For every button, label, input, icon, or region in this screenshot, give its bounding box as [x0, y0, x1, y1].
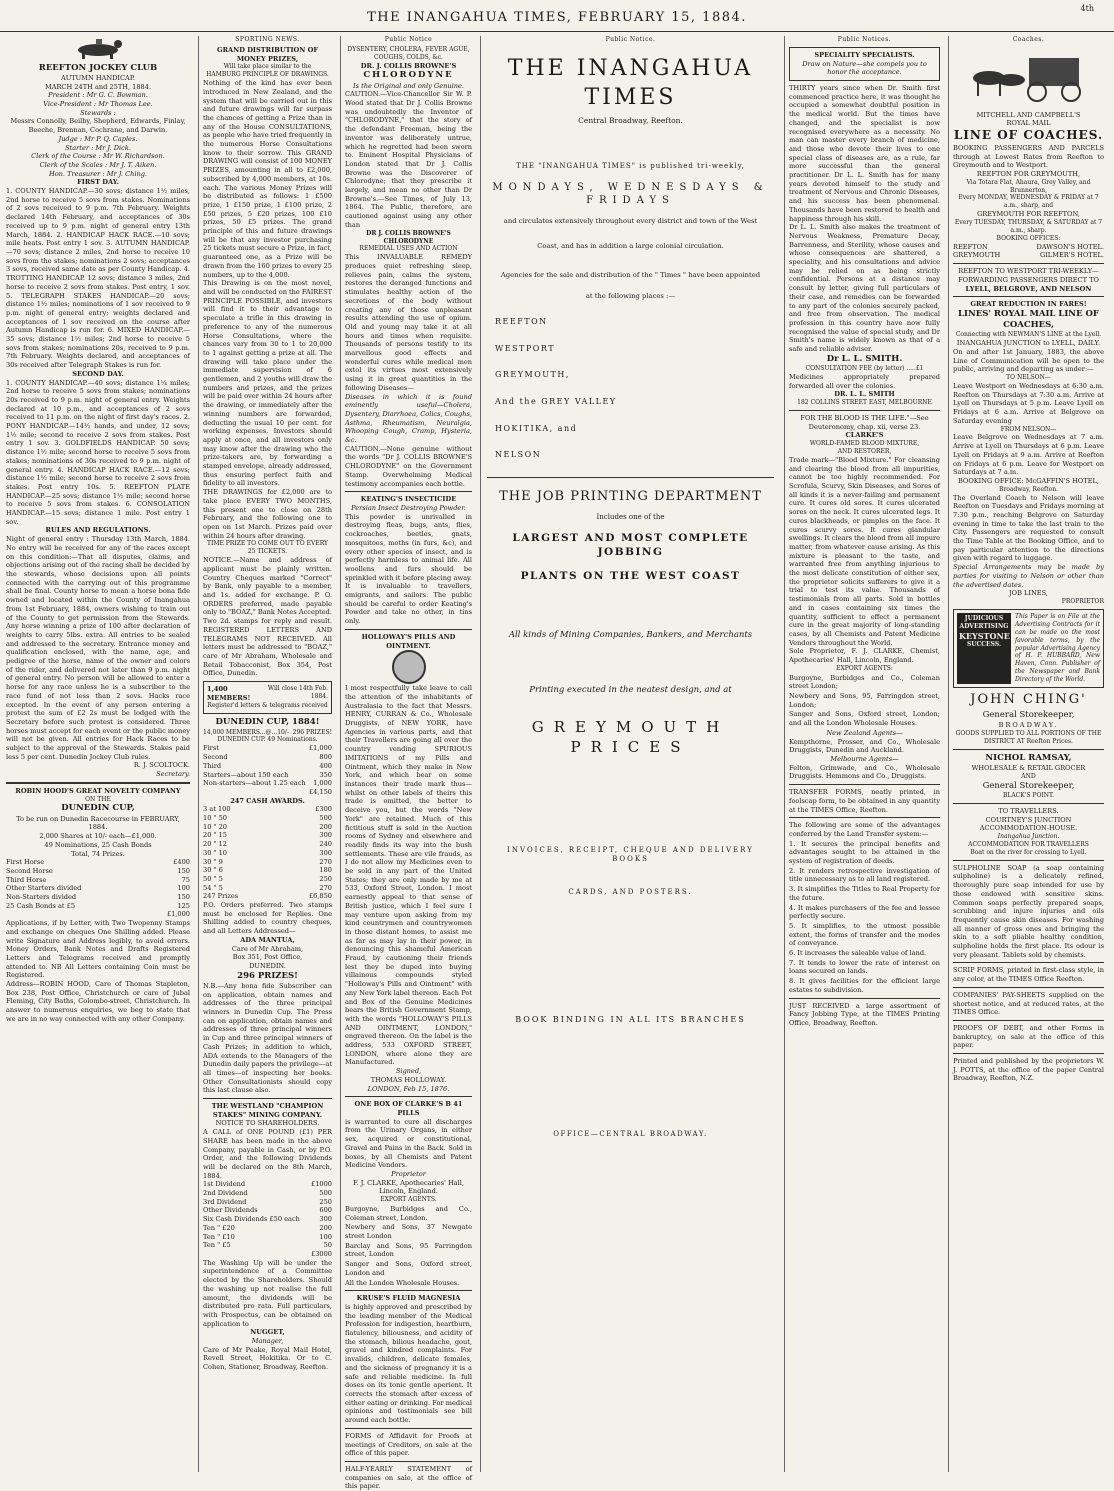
vice-president: Vice-President : Mr Thomas Lee. — [43, 100, 153, 109]
blood-mixture: WORLD-FAMED BLOOD MIXTURE, — [809, 440, 920, 448]
booking-passengers: BOOKING PASSENGERS AND PARCELS through at Lowest Rates from Reefton to Greymouth and to Westport. — [953, 143, 1104, 170]
book-binding: BOOK BINDING IN ALL ITS BRANCHES — [515, 1015, 746, 1025]
cash-award-row: 30 " 9 270 — [203, 857, 332, 866]
similar-to: Will take place similar to the — [223, 63, 312, 71]
advantage-item: 1. It secures the principal benefits and advantages sought to be attained in the system of registration of deeds. — [789, 839, 940, 866]
just-received: JUST RECEIVED a large assortment of Fancy Jobbing Type, at the TIMES Printing Office, Broadway, Reefton. — [789, 1001, 940, 1027]
scrip-forms: SCRIP FORMS, printed in first-class style, in any color, at the TIMES Office Reefton. — [953, 966, 1104, 984]
drawing-text-1: Nothing of the kind has ever been introduced in New Zealand, and the system that will be carried out in this and future drawings will far surpass the chances of getting a Prize than in any of the House CONSULTATIONS, as people who have tried frequently in the numerous Horse Consultations know to their sorrow. This GRAND DRAWING will consist of 100 MONEY PRIZES, amounting in all to £2,000, subscribed by 4,000 members, at 10s. each. The various Money Prizes will be distributed as follows: 1 £500 prize, 1 £150 prize, 1 £100 prize, 2 £50 prizes, 5 £20 prizes, 100 £10 prizes, 50 £5 prizes. The grand principle of this and future drawings will be that any investor purchasing 25 tickets must secure a Prize, in fact, guaranteed one, as a Prize will be drawn from the 160 prizes to every 25 numbers, up to the 4,000. — [203, 79, 332, 279]
export-agents-title: EXPORT AGENTS. — [380, 1196, 437, 1204]
mixture-proprietor: Sole Proprietor, F. J. CLARKE, Chemist, Apothecaries' Hall, Lincoln, England. — [789, 647, 940, 665]
robin-hood-nominations: 49 Nominations, 25 Cash Bonds — [44, 840, 152, 849]
will-close: Will close 14th Feb. 1884. — [267, 685, 328, 700]
register-note: Register'd letters & telegrams received — [207, 702, 328, 710]
boaz-notice: NOTICE.—Name and address of applicant must be plainly written. Country Cheques marked "Correct" by Bank, only payable to a member, and 1s. added for exchange. P. O. ORDERS preferred, made payable only to "BOAZ," Bank Notes Accepted. Two 2d. stamps for reply and result. REGISTERED LETTERS AND TELEGRAMS NOT RECEIVED. All letters must be addressed to "BOAZ," care of Mr Abraham, Wholesale and Retail Tobacconist, Box 354, Post Office, Dunedin. — [203, 556, 332, 678]
prize-row: Third Horse 75 — [6, 875, 190, 884]
second-day-heading: SECOND DAY. — [72, 369, 124, 378]
advantage-item: 4. It makes purchasers of the fee and lessee perfectly secure. — [789, 903, 940, 921]
job-printing-title: THE JOB PRINTING DEPARTMENT — [499, 488, 762, 504]
kruse-text: is highly approved and prescribed by the leading member of the Medical Profession for indigestion, heartburn, flatulency, biliousness, and acidity of the stomach, bilious headache, gout, gravel and kindred complaints. For invalids, children, delicate females, and the sickness of pregnancy it is a safe and reliable medicine. In full doses on its tonic gentle aperient. It corrects the stomach after excess of either eating or drinking. For medical opinions and testimonials see bill around each bottle. — [345, 1302, 472, 1425]
wholesale-grocer: WHOLESALE & RETAIL GROCER — [971, 764, 1086, 773]
booking-office-row: REEFTON DAWSON'S HOTEL. — [953, 242, 1104, 251]
dividend-row: 3rd Dividend 250 — [203, 1197, 332, 1206]
club-name: REEFTON JOCKEY CLUB — [38, 62, 158, 73]
invoices-books: INVOICES, RECEIPT, CHEQUE AND DELIVERY BOOKS — [507, 845, 754, 863]
advantages-list — [789, 840, 940, 995]
coach-illustration — [953, 46, 1104, 111]
caution-genuine: CAUTION.—None genuine without the words "Dr J. COLLIS BROWNE'S CHLORODYNE" on the Government Stamp. Overwhelming Medical testimony accompanies each bottle. — [345, 444, 472, 488]
sulpholine-soap: SULPHOLINE SOAP (a soap containing sulpholine) is a delicately refined, thoroughly pure soap intended for use by those endowed with sensitive skins. Common soaps perfectly prepared soaps, scrubbing and injure injuries and oils frequently cause skin diseases. For washing all manner of gross ones and bringing the skin to a soft pliable healthy condition, sulpholine holds the first place. Its odour is very pleasant. Tablets sold by chemists. — [953, 863, 1104, 959]
robin-hood-run: To be run on Dunedin Racecourse in FEBRUARY, 1884. — [16, 814, 180, 832]
speciality-sub: Draw on Nature—she compels you to honor the acceptance. — [802, 59, 927, 77]
remedy-text: This INVALUABLE REMEDY produces quiet refreshing sleep, relieves pain, calms the system, restores the deranged functions and stimulates healthy action of the secretions of the body without creating any of those unpleasant results attending the use of opium. Old and young may take it at all hours and times when requisite. Thousands of persons testify to its marvellous good effects and wonderful cures while medical men extol its virtues most extensively using it in great quantities in the following Diseases— — [345, 253, 472, 392]
transfer-forms: TRANSFER FORMS, neatly printed, in foolscap form, to be obtained in any quantity at the TIMES Office, Reefton. — [789, 788, 940, 814]
overland-coach: The Overland Coach to Nelson will leave Reefton on Tuesdays and Fridays morning at 7:30 p.m., reaching Belgrove on Saturday evening in time to take the last train to the City. Passengers are requested to consult the Time Table at the Booking Office, and to pay particular attention to the directions given with regard to luggage. — [953, 493, 1104, 563]
cup-prize-row: Third 400 — [203, 761, 332, 770]
masthead — [0, 0, 1114, 32]
places-lead: at the following places :— — [585, 292, 676, 301]
race-dates: MARCH 24TH and 25TH, 1884. — [44, 82, 152, 91]
holloway-date: LONDON, Feb 15, 1876. — [367, 1084, 450, 1093]
and-text: AND — [1021, 772, 1036, 780]
plants-west-coast: PLANTS ON THE WEST COAST — [520, 569, 741, 582]
westland-title: THE WESTLAND "CHAMPION STAKES" MINING COMPANY. — [211, 1102, 324, 1119]
prize-row: Non-Starters divided 150 — [6, 893, 190, 902]
col5-agent: Burgoyne, Burbidges and Co., Coleman street London; — [789, 673, 940, 691]
connecting: Connecting with NEWMAN'S LINE at the Lyell. — [955, 331, 1102, 339]
booking-offices-list — [953, 243, 1104, 260]
blood-is-life: FOR THE BLOOD IS THE LIFE."—See Deuteronomy, chap. xii, verse 23. — [800, 413, 929, 431]
prizes-296: 296 PRIZES! — [237, 970, 298, 981]
courtneys-junction: COURTNEY'S JUNCTION ACCOMMODATION-HOUSE. — [979, 815, 1078, 833]
robin-hood-total: Total, 74 Prizes. — [71, 849, 125, 858]
cash-award-row: 3 at 100 £300 — [203, 805, 332, 814]
advantage-item: 2. It renders retrospective investigation of title unnecessary as to all land registered. — [789, 866, 940, 884]
times-address: Central Broadway, Reefton. — [578, 115, 683, 125]
advantage-item: 3. It simplifies the Titles to Real Property for the future. — [789, 885, 940, 902]
booking-office-row: GREYMOUTH GILMER'S HOTEL. — [953, 251, 1104, 260]
boat-on-river: Boat on the river for crossing to Lyell. — [970, 848, 1087, 856]
agency-place: REEFTON — [495, 317, 548, 327]
booking-offices-title: BOOKING OFFICES: — [996, 234, 1061, 242]
job-lines: JOB LINES, — [1009, 589, 1048, 598]
robin-hood-on: ON THE — [85, 795, 111, 803]
prize-row: 25 Cash Bonds at £5 125 — [6, 901, 190, 910]
clerk-course: Clerk of the Course : Mr W. Richardson. — [31, 152, 165, 161]
dividend-row: 2nd Dividend 500 — [203, 1189, 332, 1198]
washing-text: The Washing Up will be under the superintendence of a Committee elected by the Shareholders. Should the washing up not realise the full amount, the dividends will be distributed pro rata. Full particulars, with Prospectus, can be obtained on application to — [203, 1258, 332, 1328]
prize-row: Second Horse 150 — [6, 866, 190, 875]
robin-hood-prize-total: £1,000 — [166, 910, 190, 919]
agency-place: HOKITIKA, and — [495, 423, 578, 433]
printed-published: Printed and published by the proprietors W. J. POTTS, at the office of the paper Central Broadway, Reefton, N.Z. — [953, 1057, 1104, 1083]
dr-smith-2: DR. L. L. SMITH — [834, 390, 895, 399]
col4-header: Public Notice. — [605, 36, 656, 43]
holloway-signed: Signed, — [395, 1067, 422, 1076]
booking-broadway: Broadway, Reefton. — [998, 485, 1059, 493]
holloway-text: I most respectfully take leave to call the attention of the inhabitants of Australasia to the fact that Messrs. HENRY, CURRAN & Co., Wholesale Druggists, of NEW YORK, have Agencies in various parts, and that their Travellers are going all over the country vending SPURIOUS IMITATIONS of my Pills and Ointment, which they make in New York, and which bear on some instances their trade mark thus—whilst on other labels of theirs this trade is omitted, the better to deceive you, but the words "New York" are retained. Much of this fictitious stuff is sold in the Auction rooms of Sydney and elsewhere and readily finds its way into the bush settlements. These are vile frauds, as I do not allow my Medicines even to be sold in any part of the United States; they are only made by me at 533, Oxford Street, London. I most earnestly appeal to that sense of British justice, which I feel sure I may venture upon asking from my kind countrymen and countrywomen in those distant homes, to assist me as far as may lay in their power, in denouncing this shameful American Fraud, by cautioning their friends lest they be duped into buying villainous compounds styled "Holloway's Pills and Ointment" with any New York label thereon. Each Pot and Box of the Genuine Medicines bears the British Government Stamp, with the words "HOLLOWAY'S PILLS AND OINTMENT, LONDON," engraved thereon. On the label is the address, 533 OXFORD STREET, LONDON, where alone they are Manufactured. — [345, 684, 472, 1067]
forms-affidavit: FORMS of Affidavit for Proofs at meetings of Creditors, on sale at the office of this paper. — [345, 1431, 472, 1458]
clerk-scales: Clerk of the Scales : Mr J. T. Aiken. — [39, 160, 157, 169]
advantage-item: 6. It increases the saleable value of land. — [789, 949, 927, 958]
junction-lyell: INANGAHUA JUNCTION to LYELL, DAILY. — [956, 339, 1101, 348]
agencies-text: Agencies for the sale and distribution of the " Times " have been appointed — [500, 271, 761, 280]
success: SUCCESS. — [966, 641, 1002, 649]
on-and-after: On and after 1st January, 1883, the above Line of Communication will be open to the public, arriving and departing as under:— — [953, 347, 1104, 374]
consultation-fee: CONSULTATION FEE (by letter) .....£1 — [805, 365, 924, 373]
dr-smith: Dr L. L. SMITH. — [826, 353, 903, 364]
col5-agents-list — [789, 674, 940, 728]
cash-award-row: 20 " 12 240 — [203, 840, 332, 849]
money-prizes-title: MONEY PRIZES, — [236, 54, 299, 63]
line-of-coaches: LINE OF COACHES. — [953, 128, 1104, 143]
reefton-westport: REEFTON TO WESTPORT TRI-WEEKLY—FORWARDING PASSENGERS DIRECT TO — [958, 267, 1099, 284]
melbourne-agents: Felton, Grimwade, and Co., Wholesale Druggists. Hemmons and Co., Druggists. — [789, 763, 940, 781]
prize-row: Other Starters divided 100 — [6, 884, 190, 893]
prize-row: First Horse £400 — [6, 858, 190, 867]
keating-sub: Persian Insect Destroying Powder. — [351, 504, 466, 512]
robin-hood-address: Address—ROBIN HOOD, Care of Thomas Stapleton, Box 238, Post Office, Christchurch or care of Jubal Fleming, City Baths, Colombo-street, Christchurch. In answer to numerous enquiries, we beg to state that we are in no way connected with any other Company. — [6, 980, 190, 1023]
speciality-box — [789, 47, 940, 81]
advantages-intro: The following are some of the advantages conferred by the Land Transfer system:— — [789, 821, 940, 838]
agency-places — [487, 317, 774, 460]
col6-header: Coaches. — [1012, 36, 1045, 43]
advertising-box — [953, 609, 1104, 688]
kinds-of-work: All kinds of Mining Companies, Bankers, and Merchants — [508, 629, 753, 640]
ada-care: Care of Mr Abraham, — [231, 944, 304, 953]
judge: Judge : Mr P. Q. Caples. — [58, 134, 138, 143]
onebox-text: is warranted to cure all discharges from the Urinary Organs, in either sex, acquired or constitutional, Gravel and Pains in the Back. Sold in boxes, by all Chemists and Patent Medicine Vendors. — [345, 1117, 472, 1170]
col5-agent: Newbery and Sons, 95, Farringdon street, London; — [789, 692, 940, 709]
dividends-table — [203, 1180, 332, 1250]
ada-box: Box 351, Post Office, — [232, 953, 303, 962]
masthead-title: THE INANGAHUA TIMES, FEBRUARY 15, 1884. — [367, 10, 747, 25]
speciality-text-2: Dr L. L. Smith also makes the treatment of Nervous Weakness, Premature Decay, Barrenness, and Sterility, whose causes and whose consequences are shattered, a speciality, and his consultations and advice may be relied on as being strictly confidential. Persons at a distance may consult by letter, giving full particulars of their case, and remedies can be forwarded to any part of the colonies securely packed, and free from observation. The medical profession in this country have now fully recognised the value of special study, and Dr Smith's name is widely known as that of a safe and reliable adviser. — [789, 223, 940, 354]
publication-days: MONDAYS, WEDNESDAYS & FRIDAYS — [492, 182, 769, 207]
cash-awards-table — [203, 805, 332, 892]
advantage-item: 8. It gives facilities for the efficient large estates to subdivision. — [789, 977, 940, 994]
column-1 — [6, 36, 194, 1472]
cup-prize-row: Non-starters—about 1.25 each 1,000 — [203, 779, 332, 788]
every-monday: Every MONDAY, WEDNESDAY & FRIDAY at 7 a.m., sharp, and — [958, 194, 1099, 210]
robin-hood-shares: 2,000 Shares at 10/- each—£1,000. — [39, 832, 157, 841]
accommodation: ACCOMMODATION FOR TRAVELLERS — [968, 840, 1089, 848]
treasurer: Hon. Treasurer : Mr J. Ching. — [48, 169, 148, 178]
inangahua-junction: Inangahua Junction. — [997, 832, 1060, 840]
drawing-text-3: THE DRAWINGS for £2,000 are to take place EVERY TWO MONTHS, this present one to close on 28th February, and the following one to open on 1st March. Prizes paid over within 24 hours after drawing. — [203, 488, 332, 540]
coast-text: Coast, and has in addition a large colonial circulation. — [537, 242, 724, 251]
cup-prize-table — [203, 744, 332, 788]
proofs-of-debt: PROOFS OF DEBT, and other Forms in bankruptcy, on sale at the office of this paper. — [953, 1023, 1104, 1050]
dividend-row: Ten " £10 100 — [203, 1232, 332, 1241]
col5-header: Public Notices. — [837, 36, 892, 43]
sporting-news-header: SPORTING NEWS. — [235, 36, 300, 43]
advantage-item: 5. It simplifies, to the utmost possible extent, the forms of transfer and the modes of conveyance. — [789, 921, 940, 948]
dividend-row: 1st Dividend £1000 — [203, 1180, 332, 1189]
agency-place: NELSON — [495, 450, 542, 460]
column-4 — [480, 36, 780, 1472]
nugget: NUGGET, — [250, 1328, 285, 1337]
cash-award-row: 30 " 6 180 — [203, 866, 332, 875]
keystone: KEYSTONE — [959, 630, 1010, 641]
cash-total-label: 247 Prizes — [203, 892, 239, 901]
greymouth-prices: GREYMOUTH PRICES — [531, 718, 730, 756]
cup-prize-row: Starters—about 150 each 350 — [203, 770, 332, 779]
great-reduction: GREAT REDUCTION IN FARES! — [970, 300, 1087, 309]
members-line: 14,000 MEMBERS...@...10/- — [203, 728, 289, 736]
export-agent: Burgoyne, Burbidges and Co., Coleman street, London. — [345, 1204, 472, 1222]
thomas-holloway: THOMAS HOLLOWAY. — [370, 1075, 447, 1084]
cash-total: £6,850 — [308, 892, 332, 901]
dunedin-cup-title: DUNEDIN CUP, 1884! — [215, 717, 320, 728]
nugget-manager: Manager, — [251, 1337, 284, 1346]
dividends-total: £3000 — [311, 1249, 332, 1258]
rules-text: Night of general entry : Thursday 13th March, 1884. No entry will be received for any of the races except on this condition:—That all disputes, claims, and objections arising out of the racing shall be decided by the stewards, whose decisions upon all points connected with the carrying out of this programme shall be final. County horse to mean a horse bona fide owned and located within the County of Inangahua from 1st February, 1884, owners wishing to train out of the County to get permission from the Stewards. Any horse winning a prize of 100 after declaration of weights to carry 5lbs. extra. All entries to be sealed and addressed to the secretary. Entrance money and qualification enclosed, with the name, age, and pedigree of the horse, name of the owner and colors of the rider, and delivered not later than 9 p.m. night of general entry. No person will be allowed to enter a horse for any race unless he is a subscriber to the race fund of not less than 2 sovs. Hacks race excepted. In the event of any person entering a protest the sum of £2 2s must be lodged with the Secretary before such protest is considered. Three horses must accept for each event or the public money will not be given. All entries for Hack Races to be subject to the approval of the Stewards. Stakes paid less 5 per cent. Dunedin Jockey Club rules. — [6, 535, 190, 761]
published-tri-weekly: THE "INANGAHUA TIMES" is published tri-weekly, — [516, 161, 745, 170]
printing-executed: Printing executed in the neatest design, and at — [529, 684, 732, 695]
kruse-title: KRUSE'S FLUID MAGNESIA — [356, 1294, 461, 1303]
times-title: THE INANGAHUA TIMES — [507, 55, 754, 110]
second-day-races: 1. COUNTY HANDICAP.—40 sovs; distance 1¼ miles; 2nd horse to receive 5 sovs from stakes; nominations 20s received to 9 p.m. night of general entry. Weights declared at 10 p.m., and acceptances of 2 sovs received to 11 p.m. on the night of first day's races. 2. PONY HANDICAP.—14½ hands, and under, 12 sovs; 1½ mile; second to receive 2 sovs from stakes. Post entry 1 sov. 3. GOLDFIELDS HANDICAP. 50 sovs; distance 1½ mile; second horse to receive 5 sovs from stakes; nominations of 30s received to 9 p.m. night of general entry. 4. HANDICAP HACK RACE.—12 sovs; distance 1½ mile; second horse to receive 2 sovs from stakes. Post entry 10s. 5. REEFTON PLATE HANDICAP.—25 sovs; distance 1½ mile; second horse to receive 5 sovs from stakes. 6. CONSOLATION HANDICAP.—15 sovs; distance 1 mile. Post entry 1 sov. — [6, 378, 190, 526]
cup-prize-row: Second 800 — [203, 753, 332, 762]
to-travellers: TO TRAVELLERS. — [998, 806, 1059, 815]
call-text: A CALL of ONE POUND (£1) PER SHARE has been made in the above Company, payable in Cash, or by P.O. Order, and the following Dividends will be declared on the 8th March, 1884. — [203, 1128, 332, 1180]
column-2 — [198, 36, 336, 1472]
broadway: BROADWAY. — [998, 721, 1059, 730]
paper-on-file: This Paper is on File at the Advertising Contracts for it can be made on the most favorable terms, by the popular Advertising Agency of H. P. HUBBARD, New Haven, Conn. Publisher of the Newspaper and Bank Directory of the World. — [1015, 612, 1100, 684]
reefton-greymouth: REEFTON FOR GREYMOUTH, — [976, 169, 1081, 178]
nz-agents-title: New Zealand Agents— — [826, 728, 903, 737]
restorer: AND RESTORER, — [837, 447, 892, 455]
members-count: 1,400 MEMBERS! — [207, 685, 251, 702]
col3-header: Public Notice — [384, 36, 433, 43]
advantage-item: 7. It tends to lower the rate of interest on loans secured on lands. — [789, 958, 940, 976]
time-prize: TIME PRIZE TO COME OUT TO EVERY 25 TICKETS. — [206, 540, 329, 556]
cup-prize-row: First £1,000 — [203, 744, 332, 753]
nichol-ramsay: NICHOL RAMSAY, — [985, 752, 1072, 763]
from-nelson-times: Leave Belgrove on Wednesdays at 7 a.m. Arrive at Lyell on Thursdays at 6 p.m. Leave Lyell on Fridays at 9 a.m. Arrive at Reefton on Fridays at 6 p.m. Leave for Westport on Saturdays at 7 a.m. — [953, 433, 1104, 477]
collis-browne: DR. J. COLLIS BROWNE'S — [360, 61, 457, 70]
judicious-advertising: JUDICIOUS ADVERTISING — [959, 614, 1009, 630]
handicap-title: AUTUMN HANDICAP. — [60, 73, 136, 82]
first-day-heading: FIRST DAY. — [77, 178, 119, 187]
prizes-count: 296 PRIZES! — [292, 728, 332, 736]
export-agent: Sanger and Sons, Oxford street, London and — [345, 1260, 472, 1277]
first-day-races: 1. COUNTY HANDICAP.—30 sovs; distance 1½ miles, 2nd horse to receive 5 sovs from stakes. Nominations of 2 sovs received to 9 p.m. 7th February. Weights declared 14th February, and acceptances of 30s received up to 9 p.m. night of general entry 13th March, 1884. 2. HANDICAP HACK RACE.—10 sovs; mile heats. Post entry 1 sov. 3. AUTUMN HANDICAP.—70 sovs; distance 2 miles, 2nd horse to receive 10 sovs from the stakes; nominations 2 sovs; acceptances 3 sovs, received same date as per County Handicap. 4. TROTTING HANDICAP. 12 sovs; distance 3 miles, 2nd horse to receive 2 sovs from stakes. Post entry, 1 sov. 5. TELEGRAPH STAKES HANDICAP.—20 sovs; distance 1½ miles; nominations of 1 sov received to 9 p.m. night of general entry; weights declared and acceptances of 1 sov received on the course after Autumn Handicap is run for. 6. MIXED HANDICAP.—35 sovs; distance 1½ miles; 2nd horse to receive 5 sovs from stakes; nominations 20s, received to 9 p.m. 7th February. Weights declared, and acceptances of 30s received after Telegraph Stakes is run for. — [6, 187, 190, 370]
fj-clarke: F. J. CLARKE, Apothecaries' Hall, — [353, 1178, 464, 1187]
onebox-title: ONE BOX OF CLARKE'S B 41 PILLS — [354, 1100, 463, 1117]
column-6 — [948, 36, 1108, 1472]
cash-award-row: 10 " 20 200 — [203, 822, 332, 831]
nb-text: N.B.—Any bona fide Subscriber can on application, obtain names and addresses of the three principal winners in Dunedin Cup. The Press can on application, obtain names and addresses of three principal winners in Cup and three principal winners of Cash Prizes; in addition to which, ADA extends to the Managers of the Dunedin daily papers the privilege—at all times—of inspecting her books. Other Consultationists should copy this last clause also. — [203, 981, 332, 1095]
speciality-title: SPECIALITY SPECIALISTS. — [814, 50, 915, 59]
melbourne-agents-title: Melbourne Agents— — [830, 754, 899, 763]
cash-award-row: 54 " 5 270 — [203, 883, 332, 892]
blacks-point: BLACK'S POINT. — [1002, 791, 1055, 799]
col5-agent: Sanger and Sons, Oxford street, London; and all the London Wholesale Houses. — [789, 710, 940, 728]
cash-award-row: 30 " 10 300 — [203, 848, 332, 857]
dividend-row: Six Cash Dividends £50 each 300 — [203, 1215, 332, 1224]
stewards: Messrs Connolly, Beilby, Shepherd, Edwards, Finlay, Beeche, Brennan, Cochrane, and Darwin. — [10, 117, 186, 135]
half-yearly: HALF-YEARLY STATEMENT of companies on sale, at the office of this paper. — [345, 1464, 472, 1491]
onebox-proprietor: Proprietor — [391, 1169, 426, 1178]
secretary-name: R. J. SCOLTOCK. — [133, 761, 190, 770]
cup-total: £4,150 — [308, 787, 332, 796]
agency-place: GREYMOUTH, — [495, 370, 570, 380]
chlorodyne-caution: CAUTION.—Vice-Chancellor Sir W. P. Wood stated that Dr J. Collis Browne was undoubtedly the Inventor of "CHLORODYNE," that the story of the defendant Freeman, being the inventor was deliberately untrue, which he regretted had been sworn to. Eminent Hospital Physicians of London stated that Dr J. Collis Browne was the Discoverer of Chlorodyne; that they prescribe it largely, and mean no other than Dr Browne's.—See Times, of July 13, 1864. The Public, therefore, are cautioned against using any other than — [345, 90, 472, 229]
col5-export-title: EXPORT AGENTS: — [836, 664, 893, 672]
chlorodyne: CHLORODYNE — [363, 70, 454, 81]
royal-mail: ROYAL MAIL — [1006, 119, 1051, 128]
ada-mantua: ADA MANTUA, — [240, 935, 295, 944]
robin-hood-applications: Applications, if by Letter, with Two Twopenny Stamps and exchange on cheques One Shilling added. Please write Signature and Address legibly, to avoid errors. Money Orders, Bank Notes and Drafts Registered Letters and Telegrams received and promptly attended to. NB All Letters containing Coin must be Registered. — [6, 919, 190, 980]
keating-title: KEATING'S INSECTICIDE — [360, 495, 457, 504]
export-agent: Barclay and Sons, 95 Farringdon street, London — [345, 1241, 472, 1259]
po-orders: P.O. Orders preferred. Two stamps must be enclosed for Replies. One Shilling added to country cheques, and all Letters Addressed— — [203, 901, 332, 936]
export-agent: All the London Wholesale Houses. — [345, 1278, 460, 1287]
distribution-title: GRAND DISTRIBUTION OF — [216, 45, 319, 54]
lyell-belgrove-nelson: LYELL, BELGROVE, AND NELSON — [965, 284, 1092, 293]
column-3 — [340, 36, 476, 1491]
dunedin-cup-nominations: DUNEDIN CUP. 49 Nominations. — [217, 736, 318, 744]
largest-jobbing: LARGEST AND MOST COMPLETE JOBBING — [512, 532, 749, 558]
special-arrangements: Special Arrangements may be made by parties for visiting to Nelson or other than the advertised dates. — [953, 563, 1104, 589]
booking-office: BOOKING OFFICE: McGAFFIN'S HOTEL, — [957, 476, 1100, 485]
original-genuine: Is the Original and only Genuine. — [352, 81, 464, 90]
nz-agents: Kempthorne, Prosser, and Co., Wholesale Druggists, Dunedin and Auckland. — [789, 737, 940, 755]
export-agent: Newbery and Sons, 37 Newgate street London — [345, 1223, 472, 1241]
greymouth-reefton: GREYMOUTH FOR REEFTON, — [977, 210, 1080, 219]
column-5 — [784, 36, 944, 1472]
circulates-text: and circulates extensively throughout every district and town of the West — [503, 217, 758, 226]
secretary-title: Secretary. — [156, 770, 190, 779]
cash-award-row: 10 " 50 500 — [203, 814, 332, 823]
includes-text: Includes one of the — [596, 512, 665, 521]
dividend-row: Ten " £5 50 — [203, 1241, 332, 1250]
general-storekeeper: General Storekeeper, — [982, 710, 1075, 721]
ada-city: DUNEDIN. — [249, 961, 286, 970]
job-lines-proprietor: PROPRIETOR — [1061, 597, 1104, 605]
via-route: Via Totara Flat, Ahaura, Grey Valley, and Brunnerton, — [966, 178, 1091, 194]
from-nelson-title: FROM NELSON— — [1000, 425, 1057, 433]
drawing-text-2: This Drawing is on the most novel, and will be conducted on the FAIREST PRINCIPLE POSSIBLE, and investors will find it to their advantage to speculate a trifle in this drawing in preference to any of the numerous Horse Consultations, where the chances vary from 30 to 1 to 20,000 to 1 against getting a prize at all. The drawing will take place under the immediate supervision of 6 gentlemen, and 2 youths will draw the numbers and prizes, and the prizes will be paid over within 24 hours after the drawing, or immediately after the winning numbers are forwarded, deducting the usual 10 per cent. for working expenses. Investors should apply at once, and all investors only may know after the drawing who the prize-takers are, by forwarding a stamped envelope, already addressed, thus ensuring perfect faith and fidelity to all investors. — [203, 279, 332, 488]
dr-smith-address: 182 COLLINS STREET EAST, MELBOURNE — [797, 399, 932, 407]
robin-hood-title: ROBIN HOOD'S GREAT NOVELTY COMPANY — [15, 786, 181, 795]
holloway-trademark-seal — [392, 650, 426, 684]
general-storekeeper-2: General Storekeeper, — [982, 780, 1075, 791]
hamburg-principle: HAMBURG PRINCIPLE OF DRAWINGS. — [206, 71, 329, 79]
office-location: OFFICE—CENTRAL BROADWAY. — [553, 1129, 708, 1138]
agency-place: WESTPORT — [495, 343, 556, 353]
notice-shareholders: NOTICE TO SHAREHOLDERS. — [215, 1119, 320, 1128]
dividend-row: Ten " £20 200 — [203, 1223, 332, 1232]
chlorodyne-browne: DR J. COLLIS BROWNE'S CHLORODYNE — [366, 229, 451, 245]
stewards-label: Stewards : — [80, 108, 116, 117]
starter: Starter : Mr J. Dick. — [65, 143, 131, 152]
every-tuesday: Every TUESDAY, THURSDAY, & SATURDAY at 7 a.m., sharp. — [954, 218, 1103, 234]
keating-text: This powder is unrivalled in destroying fleas, bugs, ants, flies, cockroaches, beetles, gnats, mosquitoes, moths (in furs, &c), and every other species of insect, and is perfectly harmless to animal life. All woollens and furs should be sprinkled with it before placing away. It is invaluable to travellers, emigrants, and sailors. The public should be careful to order Keating's Powder and take no other, in tins only. — [345, 512, 472, 626]
dysentery: DYSENTERY, CHOLERA, FEVER AGUE, COUGHS, COLDS, &c. — [347, 45, 470, 61]
cash-awards-title: 247 CASH AWARDS. — [230, 796, 305, 805]
medicine-forwarded: Medicines appropriately prepared forwarded all over the colonies. — [789, 372, 940, 390]
dividend-row: Other Dividends 600 — [203, 1206, 332, 1215]
goods-supplied: GOODS SUPPLIED TO ALL PORTIONS OF THE DISTRICT AT Reefton Prices. — [955, 730, 1102, 746]
page-number: 4th — [1080, 4, 1094, 13]
mixture-text: Trade mark—"Blood Mixture." For cleansing and clearing the blood from all impurities, cannot be too highly recommended. For Scrofula, Scurvy, Skin Diseases, and Sores of all kinds it is a never-failing and permanent cure. It cures old sores. It cures ulcerated sores on the neck. It cures ulcerated legs. It cures blackheads, or pimples on the face. It cures scurvy sores. It cures glandular swellings. It clears the blood from all impure matter, from whatever cause arising. As this mixture is pleasant to the taste, and warranted free from anything injurious to the most delicate constitution of either sex, the proprietor solicits sufferers to give it a trial to test its value. Thousands of testimonials from all parts. Sold in bottles and in cases containing six times the quantity, sufficient to effect a permanent cure in the great majority of long-standing cases, by all Chemists and Patent Medicine Vendors throughout the World. — [789, 455, 940, 647]
mitchell-campbell: MITCHELL AND CAMPBELL'S — [976, 110, 1081, 119]
nugget-care: Care of Mr Peake, Royal Mail Hotel, Revell Street, Hokitika. Or to C. Cohen, Stationer, Broadway, Reefton. — [203, 1345, 332, 1372]
lines-royal-mail: LINES' ROYAL MAIL LINE OF COACHES, — [958, 308, 1099, 331]
holloway-title: HOLLOWAY'S PILLS AND OINTMENT. — [361, 632, 456, 650]
president: President : Mr G. C. Bowman. — [48, 91, 148, 100]
robin-hood-prize-table — [6, 858, 190, 910]
cash-award-row: 20 " 15 300 — [203, 831, 332, 840]
clarkes: CLARKE'S — [845, 431, 884, 440]
remedial-uses: REMEDIAL USES AND ACTION — [359, 245, 458, 253]
rules-heading: RULES AND REGULATIONS. — [45, 526, 151, 535]
agency-place: And the GREY VALLEY — [495, 396, 617, 406]
john-ching: JOHN CHING' — [970, 692, 1087, 708]
diseases-list: Diseases in which it is found eminently useful—Cholera, Dysentery, Diarrhoea, Colics, Coughs, Asthma, Rheumatism, Neuralgia, Whooping Cough, Cramp, Hysteria, &c. — [345, 392, 472, 445]
members-box — [203, 681, 332, 714]
to-nelson-times: Leave Westport on Wednesdays at 6:30 a.m. Reefton on Thursdays at 7:30 a.m. Arrive at Lyell on Thursdays at 5 p.m. Leave Lyell on Fridays at 6 a.m. Arrive at Belgrove on Saturday evening — [953, 381, 1104, 425]
cards-posters: CARDS, AND POSTERS. — [568, 888, 693, 897]
export-agents-list — [345, 1205, 472, 1287]
racehorse-illustration — [6, 36, 190, 63]
robin-hood-cup: DUNEDIN CUP, — [61, 803, 135, 814]
to-nelson-title: TO NELSON— — [1006, 374, 1051, 382]
cash-award-row: 50 " 5 250 — [203, 874, 332, 883]
companies-pay-sheets: COMPANIES' PAY-SHEETS supplied on the shortest notice, and at reduced rates, at the TIMES Office. — [953, 990, 1104, 1017]
lincoln: Lincoln, England. — [379, 1187, 438, 1196]
speciality-text-1: THIRTY years since when Dr. Smith first commenced practice here, it was thought he occupied a somewhat doubtful position in the medical world. But the times have changed, and the specialist is now recognised everywhere as a necessity. No man can master every branch of medicine, and those who devote their lives to one special class of diseases are, as a rule, far more successful than the general practitioner. Dr L. L. Smith has for many years devoted himself to the study and treatment of Nervous and Chronic Diseases, and his success has been phenomenal. Thousands have been restored to health and happiness through his skill. — [789, 84, 940, 223]
